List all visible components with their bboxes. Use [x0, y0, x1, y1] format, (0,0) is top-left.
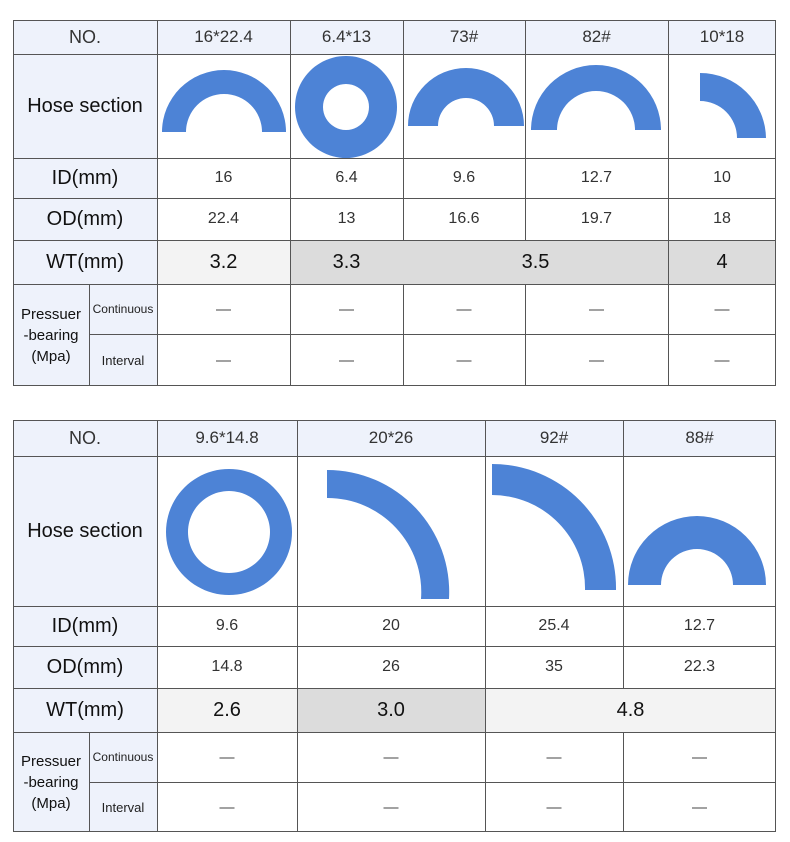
row-divider — [13, 284, 776, 285]
dash-text: — — [589, 351, 604, 369]
od-text: 14.8 — [211, 658, 243, 675]
dash-text: — — [714, 351, 730, 369]
od-text: 13 — [337, 210, 356, 227]
id-text: 6.4 — [335, 169, 358, 186]
interval-text: Interval — [101, 352, 145, 368]
row-divider — [13, 240, 776, 241]
wt-text: 3.3 — [332, 250, 361, 273]
row-divider — [13, 158, 776, 159]
dash-text: — — [692, 798, 707, 816]
dash-text: — — [546, 798, 562, 816]
od-text: 18 — [713, 210, 731, 227]
col-divider — [623, 420, 624, 688]
col-divider — [485, 420, 486, 832]
id-text: 9.6 — [215, 617, 239, 634]
model-name: 92# — [539, 428, 569, 447]
id-text: 20 — [382, 617, 400, 634]
no-text: NO. — [68, 26, 101, 47]
row-divider — [13, 54, 776, 55]
pressure-label-line: Pressuer — [20, 752, 82, 770]
model-name: 88# — [685, 428, 714, 447]
dash-text: — — [589, 300, 604, 318]
row-divider — [13, 198, 776, 199]
id-text: 25.4 — [538, 617, 570, 634]
continuous-text: Continuous — [92, 302, 154, 316]
wt-label-text: WT(mm) — [46, 698, 124, 721]
dash-text: — — [692, 748, 707, 766]
dash-text: — — [219, 748, 235, 766]
col-divider — [623, 732, 624, 832]
col-divider — [157, 420, 158, 832]
pressure-label-line: -bearing — [23, 773, 79, 791]
model-name: 9.6*14.8 — [195, 428, 259, 447]
dash-text: — — [216, 300, 231, 318]
od-text: 19.7 — [580, 210, 613, 227]
pressure-label-line: Pressuer — [20, 305, 82, 323]
model-name: 16*22.4 — [194, 27, 253, 46]
continuous-text: Continuous — [92, 750, 154, 764]
row-divider — [13, 646, 776, 647]
pressure-label-line: -bearing — [23, 326, 79, 344]
id-text: 12.7 — [580, 169, 613, 186]
dash-text: — — [216, 351, 231, 369]
id-text: 16 — [214, 169, 233, 186]
dash-text: — — [219, 798, 235, 816]
od-text: 22.4 — [207, 210, 240, 227]
id-text: 12.7 — [683, 617, 716, 634]
dash-text: — — [456, 300, 472, 318]
id-label-text: ID(mm) — [51, 614, 119, 637]
pressure-label-line: (Mpa) — [31, 347, 71, 365]
dash-text: — — [456, 351, 472, 369]
wt-label-text: WT(mm) — [46, 250, 124, 273]
wt-text: 3.5 — [521, 250, 550, 273]
interval-text: Interval — [101, 799, 145, 815]
row-divider — [13, 606, 776, 607]
od-text: 35 — [545, 658, 563, 675]
hose-section-text: Hose section — [27, 519, 143, 542]
col-divider — [297, 420, 298, 832]
dash-text: — — [383, 798, 399, 816]
table-2-border — [13, 420, 776, 832]
model-name: 82# — [582, 27, 611, 46]
model-name: 73# — [449, 27, 479, 46]
od-text: 22.3 — [683, 658, 716, 675]
col-divider — [89, 732, 90, 832]
id-text: 10 — [713, 169, 731, 186]
dash-text: — — [546, 748, 562, 766]
model-name: 6.4*13 — [321, 27, 372, 46]
wt-text: 4.8 — [616, 698, 645, 721]
wt-text: 3.0 — [377, 698, 405, 721]
table-1-border — [13, 20, 776, 386]
col-divider — [157, 20, 158, 386]
wt-text: 2.6 — [213, 698, 241, 721]
col-divider — [89, 284, 90, 386]
dash-text: — — [339, 300, 354, 318]
row-divider — [13, 688, 776, 689]
col-divider — [525, 284, 526, 386]
pressure-label-line: (Mpa) — [31, 794, 71, 812]
col-divider — [290, 20, 291, 386]
od-text: 26 — [382, 658, 400, 675]
hose-section-text: Hose section — [27, 94, 143, 117]
od-label-text: OD(mm) — [46, 207, 124, 230]
col-divider — [668, 20, 669, 386]
model-name: 10*18 — [699, 27, 745, 46]
dash-text: — — [383, 748, 399, 766]
dash-text: — — [339, 351, 354, 369]
od-label-text: OD(mm) — [46, 655, 124, 678]
od-text: 16.6 — [448, 210, 480, 227]
row-divider — [89, 782, 776, 783]
dash-text: — — [714, 300, 730, 318]
model-name: 20*26 — [368, 428, 414, 447]
id-label-text: ID(mm) — [51, 166, 119, 189]
wt-text: 3.2 — [209, 250, 238, 273]
row-divider — [89, 334, 776, 335]
no-text: NO. — [68, 427, 101, 448]
col-divider — [403, 20, 404, 240]
id-text: 9.6 — [452, 169, 476, 186]
row-divider — [13, 732, 776, 733]
row-divider — [13, 456, 776, 457]
col-divider — [525, 20, 526, 240]
col-divider — [403, 284, 404, 386]
wt-text: 4 — [716, 250, 728, 273]
